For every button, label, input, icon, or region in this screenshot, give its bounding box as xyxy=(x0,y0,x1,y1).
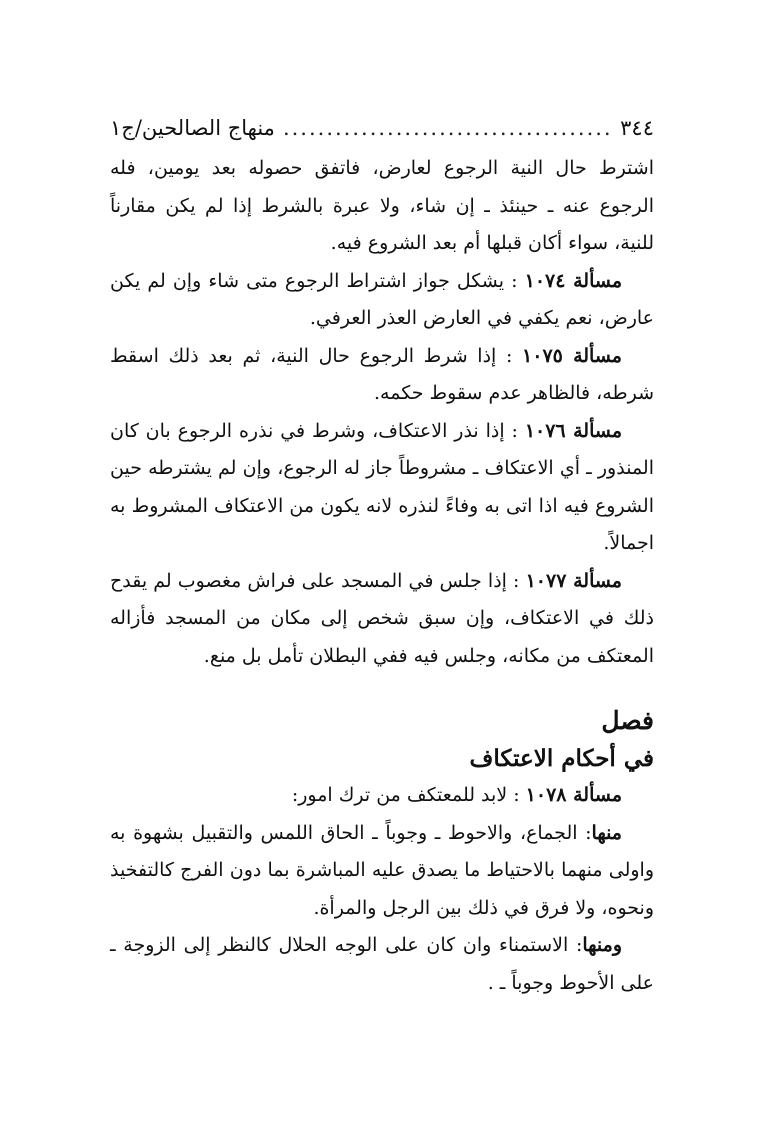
item-text: : الجماع، والاحوط ـ وجوباً ـ الحاق اللمس والتقبيل بشهوة به واولى منهما بالاحتياط ما يصدق عليه المباشرة بما دون الفرج كالتفخيذ ونحوه، ولا فرق في ذلك بين الرجل والمرأة. xyxy=(110,821,654,919)
item-label: منها xyxy=(591,821,622,844)
page-number: ٣٤٤ xyxy=(620,116,654,140)
book-title: منهاج الصالحين/ج١ xyxy=(110,116,275,140)
masala-label: مسألة ١٠٧٧ xyxy=(525,569,622,592)
item-minha-1 xyxy=(110,815,654,928)
masala-text: : إذا شرط الرجوع حال النية، ثم بعد ذلك اسقط شرطه، فالظاهر عدم سقوط حكمه. xyxy=(110,344,654,404)
masala-text: : إذا جلس في المسجد على فراش مغصوب لم يقدح ذلك في الاعتكاف، وإن سبق شخص إلى مكان من المسجد فأزاله المعتكف من مكانه، وجلس فيه ففي البطلان تأمل بل منع. xyxy=(110,569,654,667)
masala-label: مسألة ١٠٧٤ xyxy=(524,269,622,292)
item-minha-2 xyxy=(110,927,654,1002)
running-head xyxy=(110,113,654,143)
paragraph-continuation xyxy=(110,150,654,263)
masala-1075 xyxy=(110,338,654,413)
masala-text: : إذا نذر الاعتكاف، وشرط في نذره الرجوع بان كان المنذور ـ أي الاعتكاف ـ مشروطاً جاز له الرجوع، وإن لم يشترطه حين الشروع فيه اذا اتى به وفاءً لنذره لانه يكون من الاعتكاف المشروط به اجمالاً. xyxy=(110,419,654,554)
masala-text: : لابد للمعتكف من ترك امور: xyxy=(291,784,520,806)
masala-label: مسألة ١٠٧٦ xyxy=(524,419,622,442)
leader-dots: ...................................... xyxy=(282,116,613,140)
masala-1074 xyxy=(110,263,654,338)
masala-label: مسألة ١٠٧٥ xyxy=(522,344,622,367)
masala-1078 xyxy=(110,777,654,815)
section-subheading: في أحكام الاعتكاف xyxy=(469,745,654,772)
masala-text: : يشكل جواز اشتراط الرجوع متى شاء وإن لم يكن عارض، نعم يكفي في العارض العذر العرفي. xyxy=(110,269,654,329)
item-label: ومنها xyxy=(582,934,622,956)
page-body xyxy=(110,150,654,1002)
masala-1076 xyxy=(110,413,654,563)
paragraph-text: اشترط حال النية الرجوع لعارض، فاتفق حصوله بعد يومين، فله الرجوع عنه ـ حينئذ ـ إن شاء، ولا عبرة بالشرط إذا لم يكن مقارناً للنية، سواء أكان قبلها أم بعد الشروع فيه. xyxy=(110,157,654,254)
masala-1077 xyxy=(110,563,654,676)
masala-label: مسألة ١٠٧٨ xyxy=(525,784,622,806)
item-text: : الاستمناء وان كان على الوجه الحلال كالنظر إلى الزوجة ـ على الأحوط وجوباً ـ . xyxy=(110,934,654,994)
section-heading: فصل xyxy=(601,706,654,735)
